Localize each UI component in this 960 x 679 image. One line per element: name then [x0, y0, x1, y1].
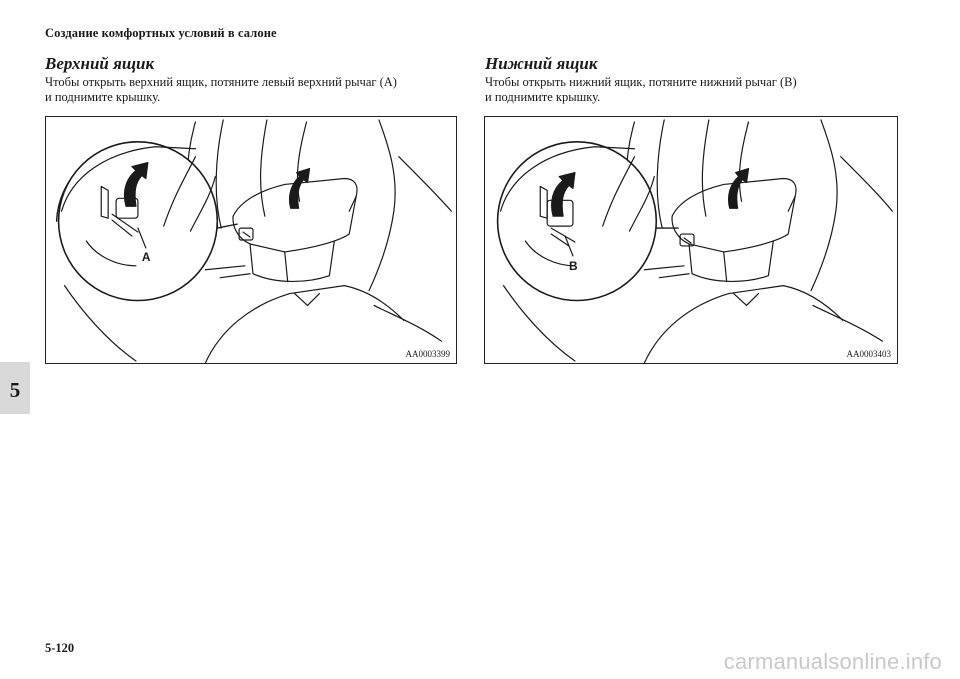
armrest-upper-illustration — [46, 117, 456, 363]
section-upper-box — [45, 54, 465, 105]
section-text-line-2: и поднимите крышку. — [485, 90, 601, 104]
chapter-number: 5 — [9, 378, 21, 402]
section-title: Нижний ящик — [485, 54, 598, 73]
watermark: carmanualsonline.info — [723, 649, 942, 674]
figure-lower-box — [484, 116, 898, 364]
figure-code: AA0003399 — [405, 349, 450, 359]
section-text-line-2: и поднимите крышку. — [45, 90, 161, 104]
callout-label-a: A — [141, 249, 151, 264]
section-text — [45, 75, 465, 105]
armrest-lower-illustration — [485, 117, 897, 363]
running-header: Создание комфортных условий в салоне — [45, 26, 277, 40]
page-number: 5-120 — [45, 641, 75, 655]
callout-label-b: B — [568, 258, 578, 273]
section-text — [485, 75, 905, 105]
figure-upper-box — [45, 116, 457, 364]
figure-code: AA0003403 — [846, 349, 891, 359]
section-text-line-1: Чтобы открыть нижний ящик, потяните нижний рычаг (B) — [485, 75, 797, 89]
section-lower-box — [485, 54, 905, 105]
section-text-line-1: Чтобы открыть верхний ящик, потяните левый верхний рычаг (A) — [45, 75, 397, 89]
section-title: Верхний ящик — [45, 54, 155, 73]
chapter-tab — [0, 362, 30, 414]
